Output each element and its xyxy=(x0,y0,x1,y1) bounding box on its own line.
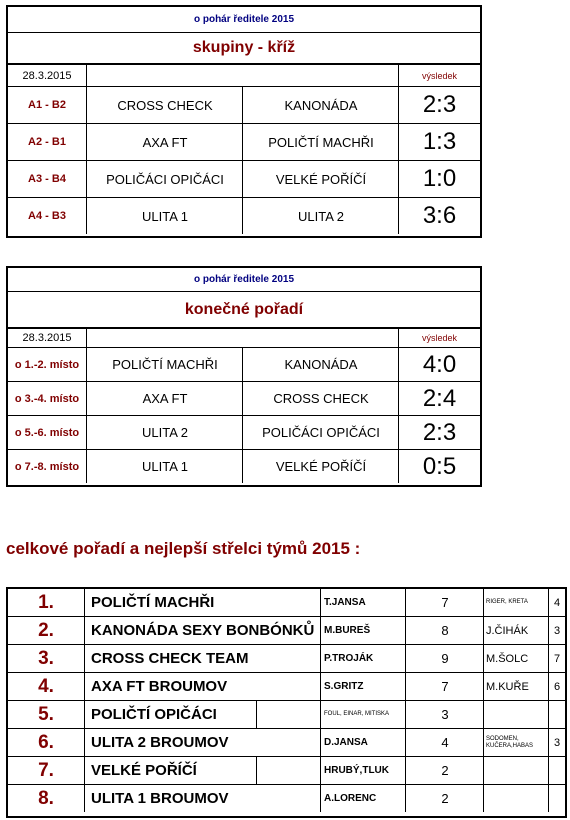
match-label: o 3.-4. místo xyxy=(14,392,80,405)
match-label: o 5.-6. místo xyxy=(14,426,80,439)
groups-match-row xyxy=(8,161,480,198)
match-label: A3 - B4 xyxy=(28,173,66,185)
second-scorer xyxy=(483,701,551,728)
home-team: ULITA 2 xyxy=(86,416,243,449)
groups-date: 28.3.2015 xyxy=(22,69,72,82)
groups-match-row xyxy=(8,87,480,124)
groups-cup-title: o pohár ředitele 2015 xyxy=(193,14,295,25)
scorer-goals: 2 xyxy=(405,785,484,812)
standings-row xyxy=(8,757,565,785)
groups-date-spacer xyxy=(86,65,399,86)
final-match-row xyxy=(8,348,480,382)
away-team: POLIČÁCI OPIČÁCI xyxy=(242,416,399,449)
scorer-goals: 3 xyxy=(405,701,484,728)
team-name: POLIČTÍ OPIČÁCI xyxy=(84,701,257,728)
final-table xyxy=(6,266,482,487)
top-scorer: S.GRITZ xyxy=(320,673,409,700)
second-scorer-goals: 3 xyxy=(548,729,565,756)
groups-cup-title-row xyxy=(8,7,480,33)
final-match-row xyxy=(8,416,480,450)
team-name: CROSS CHECK TEAM xyxy=(84,645,327,672)
away-team: CROSS CHECK xyxy=(242,382,399,415)
final-date: 28.3.2015 xyxy=(22,332,72,344)
match-label: A2 - B1 xyxy=(28,136,66,148)
groups-title: skupiny - kříž xyxy=(192,39,296,56)
second-scorer-goals: 6 xyxy=(548,673,565,700)
standings-row xyxy=(8,617,565,645)
groups-table xyxy=(6,5,482,238)
groups-result-label: výsledek xyxy=(398,65,480,86)
top-scorer: FOUL, EINAR, MITISKA xyxy=(320,701,409,728)
scorer-goals: 7 xyxy=(405,589,484,616)
match-label: o 1.-2. místo xyxy=(14,358,80,371)
top-scorer: HRUBÝ,TLUK xyxy=(320,757,409,784)
team-name: VELKÉ POŘÍČÍ xyxy=(84,757,257,784)
away-team: KANONÁDA xyxy=(242,348,399,381)
rank: 4. xyxy=(38,675,54,697)
match-score: 2:3 xyxy=(398,87,480,123)
match-score: 1:0 xyxy=(398,161,480,197)
second-scorer-goals xyxy=(548,785,565,812)
groups-match-row xyxy=(8,198,480,234)
standings-row xyxy=(8,785,565,812)
rank: 1. xyxy=(38,591,54,613)
scorer-goals: 7 xyxy=(405,673,484,700)
scorer-goals: 9 xyxy=(405,645,484,672)
rank: 7. xyxy=(38,759,54,781)
away-team: VELKÉ POŘÍČÍ xyxy=(242,450,399,483)
second-scorer xyxy=(483,785,551,812)
scorer-goals: 4 xyxy=(405,729,484,756)
standings-table xyxy=(6,587,567,818)
match-score: 2:4 xyxy=(398,382,480,415)
team-name: KANONÁDA SEXY BONBÓNKŮ xyxy=(84,617,327,644)
match-score: 1:3 xyxy=(398,124,480,160)
home-team: ULITA 1 xyxy=(86,450,243,483)
second-scorer-goals: 4 xyxy=(548,589,565,616)
scorer-goals: 8 xyxy=(405,617,484,644)
away-team: VELKÉ POŘÍČÍ xyxy=(242,161,399,197)
standings-row xyxy=(8,729,565,757)
home-team: POLIČTÍ MACHŘI xyxy=(86,348,243,381)
rank: 5. xyxy=(38,703,54,725)
final-cup-title: o pohár ředitele 2015 xyxy=(193,274,295,285)
rank: 3. xyxy=(38,647,54,669)
final-cup-title-row xyxy=(8,268,480,292)
second-scorer-goals: 3 xyxy=(548,617,565,644)
top-scorer: T.JANSA xyxy=(320,589,409,616)
away-team: KANONÁDA xyxy=(242,87,399,123)
second-scorer-goals xyxy=(548,701,565,728)
home-team: AXA FT xyxy=(86,382,243,415)
rank: 8. xyxy=(38,787,54,809)
team-name: ULITA 1 BROUMOV xyxy=(84,785,327,812)
second-scorer: M.KUŘE xyxy=(483,673,551,700)
away-team: ULITA 2 xyxy=(242,198,399,234)
standings-row xyxy=(8,701,565,729)
standings-row xyxy=(8,589,565,617)
top-scorer: P.TROJÁK xyxy=(320,645,409,672)
match-score: 0:5 xyxy=(398,450,480,483)
home-team: CROSS CHECK xyxy=(86,87,243,123)
match-label: o 7.-8. místo xyxy=(14,460,80,473)
match-score: 4:0 xyxy=(398,348,480,381)
rank: 2. xyxy=(38,619,54,641)
final-title-row xyxy=(8,292,480,329)
final-match-row xyxy=(8,450,480,483)
standings-heading: celkové pořadí a nejlepší střelci týmů 2015 : xyxy=(6,539,361,558)
match-label: A4 - B3 xyxy=(28,210,66,222)
standings-row xyxy=(8,673,565,701)
match-label: A1 - B2 xyxy=(28,99,66,111)
groups-date-row xyxy=(8,65,480,87)
second-scorer: M.ŠOLC xyxy=(483,645,551,672)
standings-row xyxy=(8,645,565,673)
top-scorer: D.JANSA xyxy=(320,729,409,756)
second-scorer xyxy=(483,757,551,784)
team-name: AXA FT BROUMOV xyxy=(84,673,327,700)
groups-title-row xyxy=(8,33,480,65)
home-team: POLIČÁCI OPIČÁCI xyxy=(86,161,243,197)
match-score: 3:6 xyxy=(398,198,480,234)
final-date-spacer xyxy=(86,329,399,347)
team-name: POLIČTÍ MACHŘI xyxy=(84,589,327,616)
scorer-goals: 2 xyxy=(405,757,484,784)
match-score: 2:3 xyxy=(398,416,480,449)
second-scorer-goals xyxy=(548,757,565,784)
final-date-row xyxy=(8,329,480,348)
final-result-label: výsledek xyxy=(398,329,480,347)
groups-match-row xyxy=(8,124,480,161)
second-scorer-goals: 7 xyxy=(548,645,565,672)
second-scorer: RIGER, KRETA xyxy=(483,589,551,616)
rank: 6. xyxy=(38,731,54,753)
final-title: konečné pořadí xyxy=(184,300,304,318)
team-name: ULITA 2 BROUMOV xyxy=(84,729,327,756)
home-team: AXA FT xyxy=(86,124,243,160)
top-scorer: A.LORENC xyxy=(320,785,409,812)
home-team: ULITA 1 xyxy=(86,198,243,234)
top-scorer: M.BUREŠ xyxy=(320,617,409,644)
away-team: POLIČTÍ MACHŘI xyxy=(242,124,399,160)
second-scorer: J.ČIHÁK xyxy=(483,617,551,644)
final-match-row xyxy=(8,382,480,416)
second-scorer: SODOMEN, KUČERA,HABAS xyxy=(483,729,551,756)
